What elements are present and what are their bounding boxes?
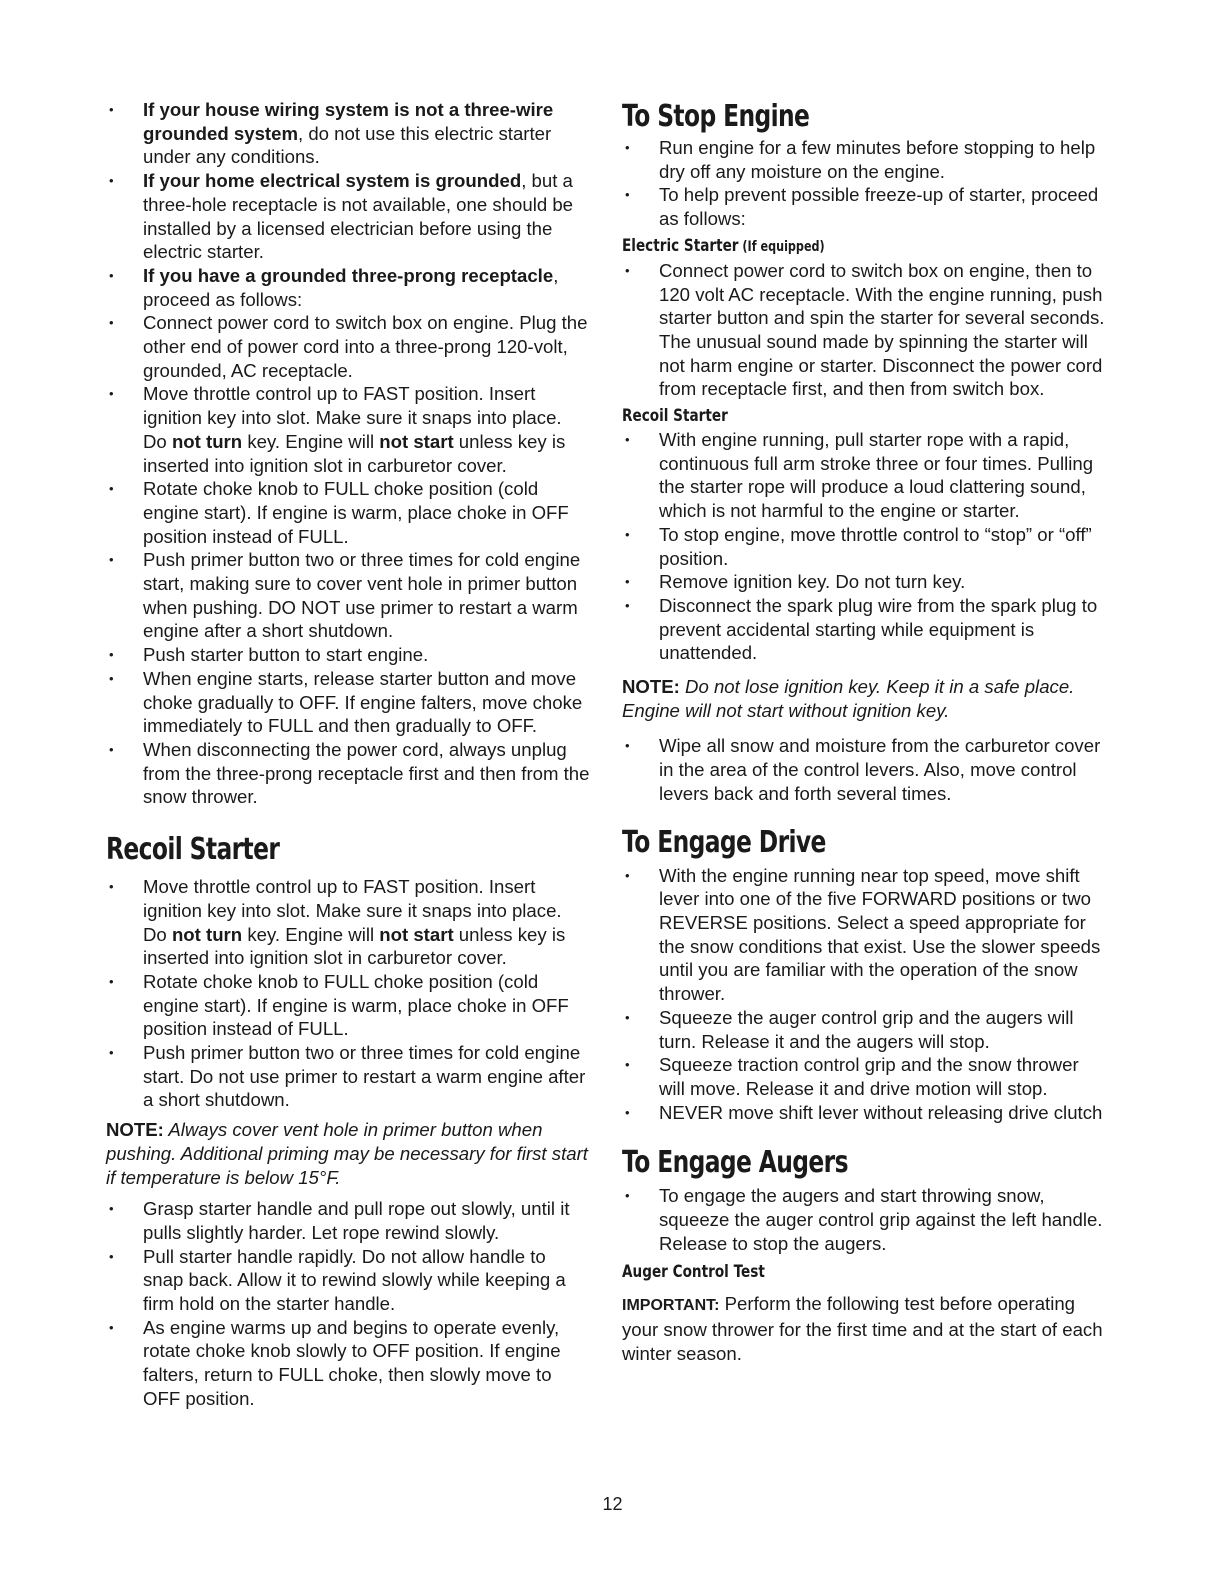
list-item: • When engine starts, release starter button and move choke gradually to OFF. If engine falters, move choke immediately to FULL and then gradually to OFF. bbox=[106, 667, 590, 738]
primer-note: NOTE: Always cover vent hole in primer button when pushing. Additional priming may be necessary for first start if temperature is below 15°F. bbox=[106, 1119, 588, 1188]
left-column bbox=[106, 98, 590, 1411]
list-item: • Connect power cord to switch box on engine, then to 120 volt AC receptacle. With the engine running, push starter button and spin the starter for several seconds. The unusual sound made by spinning the starter will not harm engine or starter. Disconnect the power cord from receptacle first, and then from switch box. bbox=[622, 259, 1106, 401]
recoil-starter-subheading: Recoil Starter bbox=[622, 406, 728, 427]
engage-drive-heading: To Engage Drive bbox=[622, 824, 826, 860]
list-item: • Rotate choke knob to FULL choke position (cold engine start). If engine is warm, place choke in OFF position instead of FULL. bbox=[106, 970, 590, 1041]
list-item: • With the engine running near top speed, move shift lever into one of the five FORWARD positions or two REVERSE positions. Select a speed appropriate for the snow conditions that exist. Use the slower speeds until you are familiar with the operation of the snow thrower. bbox=[622, 864, 1106, 1006]
list-item: • Push primer button two or three times for cold engine start, making sure to cover vent hole in primer button when pushing. DO NOT use primer to restart a warm engine after a short shutdown. bbox=[106, 548, 590, 643]
list-item: • If your home electrical system is grounded, but a three-hole receptacle is not available, one should be installed by a licensed electrician before using the electric starter. bbox=[106, 169, 590, 264]
list-item: • Run engine for a few minutes before stopping to help dry off any moisture on the engine. bbox=[622, 136, 1106, 183]
list-item: • Squeeze traction control grip and the snow thrower will move. Release it and drive motion will stop. bbox=[622, 1053, 1106, 1100]
list-item: • Grasp starter handle and pull rope out slowly, until it pulls slightly harder. Let rope rewind slowly. bbox=[106, 1197, 590, 1244]
electric-starter-stop-list bbox=[622, 259, 1106, 401]
list-item: • Push primer button two or three times for cold engine start. Do not use primer to restart a warm engine after a short shutdown. bbox=[106, 1041, 590, 1112]
ignition-key-note: NOTE: Do not lose ignition key. Keep it in a safe place. Engine will not start without ignition key. bbox=[622, 676, 1075, 721]
wipe-list bbox=[622, 734, 1106, 805]
important-note: IMPORTANT: Perform the following test before operating your snow thrower for the first time and at the start of each winter season. bbox=[622, 1293, 1103, 1364]
list-item: • Rotate choke knob to FULL choke position (cold engine start). If engine is warm, place choke in OFF position instead of FULL. bbox=[106, 477, 590, 548]
engage-augers-heading: To Engage Augers bbox=[622, 1145, 848, 1181]
list-item: • Remove ignition key. Do not turn key. bbox=[622, 570, 1106, 594]
list-item: • Move throttle control up to FAST position. Insert ignition key into slot. Make sure it snaps into place. Do not turn key. Engine will not start unless key is inserted into ignition slot in carburetor cover. bbox=[106, 875, 590, 970]
list-item: • To help prevent possible freeze-up of starter, proceed as follows: bbox=[622, 183, 1106, 230]
recoil-starter-list bbox=[106, 875, 590, 1112]
list-item: • To engage the augers and start throwing snow, squeeze the auger control grip against the left handle. Release to stop the augers. bbox=[622, 1184, 1106, 1255]
list-item: • Move throttle control up to FAST position. Insert ignition key into slot. Make sure it snaps into place. Do not turn key. Engine will not start unless key is inserted into ignition slot in carburetor cover. bbox=[106, 382, 590, 477]
recoil-starter-steps-list bbox=[106, 1197, 590, 1410]
list-item: • Pull starter handle rapidly. Do not allow handle to snap back. Allow it to rewind slowly while keeping a firm hold on the starter handle. bbox=[106, 1245, 590, 1316]
auger-control-test-subheading: Auger Control Test bbox=[622, 1262, 765, 1283]
list-item: • If you have a grounded three-prong receptacle, proceed as follows: bbox=[106, 264, 590, 311]
stop-engine-list bbox=[622, 136, 1106, 231]
recoil-starter-stop-list bbox=[622, 428, 1106, 665]
list-item: • Connect power cord to switch box on engine. Plug the other end of power cord into a three-prong 120-volt, grounded, AC receptacle. bbox=[106, 311, 590, 382]
list-item: • As engine warms up and begins to operate evenly, rotate choke knob slowly to OFF position. If engine falters, return to FULL choke, then slowly move to OFF position. bbox=[106, 1316, 590, 1411]
list-item: • Squeeze the auger control grip and the augers will turn. Release it and the augers will stop. bbox=[622, 1006, 1106, 1053]
list-item: • To stop engine, move throttle control to “stop” or “off” position. bbox=[622, 523, 1106, 570]
recoil-starter-heading: Recoil Starter bbox=[106, 832, 280, 868]
electric-starter-subheading: Electric Starter (If equipped) bbox=[622, 235, 825, 256]
list-item: • If your house wiring system is not a three-wire grounded system, do not use this electric starter under any conditions. bbox=[106, 98, 590, 169]
list-item: • Disconnect the spark plug wire from the spark plug to prevent accidental starting while equipment is unattended. bbox=[622, 594, 1106, 665]
engage-drive-list bbox=[622, 864, 1106, 1125]
list-item: • Wipe all snow and moisture from the carburetor cover in the area of the control levers. Also, move control levers back and forth several times. bbox=[622, 734, 1106, 805]
list-item: • NEVER move shift lever without releasing drive clutch bbox=[622, 1101, 1106, 1125]
list-item: • Push starter button to start engine. bbox=[106, 643, 590, 667]
stop-engine-heading: To Stop Engine bbox=[622, 99, 810, 134]
list-item: • When disconnecting the power cord, always unplug from the three-prong receptacle first and then from the snow thrower. bbox=[106, 738, 590, 809]
engage-augers-list bbox=[622, 1184, 1106, 1255]
electric-starter-list bbox=[106, 98, 590, 809]
right-column bbox=[622, 100, 1106, 1366]
page-number: 12 bbox=[602, 1494, 623, 1514]
list-item: • With engine running, pull starter rope with a rapid, continuous full arm stroke three or four times. Pulling the starter rope will produce a loud clattering sound, which is not harmful to the engine or starter. bbox=[622, 428, 1106, 523]
